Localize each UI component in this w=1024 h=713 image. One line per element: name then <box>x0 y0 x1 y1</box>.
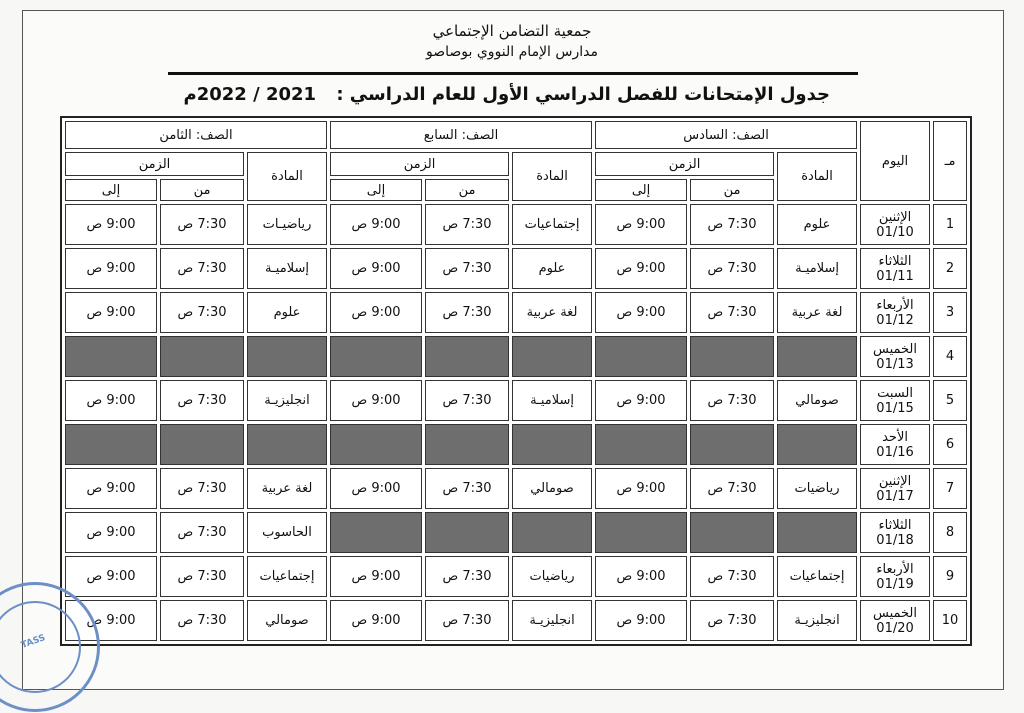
subject-cell: انجليزيـة <box>512 600 592 641</box>
empty-cell <box>65 424 157 465</box>
exam-schedule-table <box>60 116 972 646</box>
from-time-cell: 7:30 ص <box>160 380 244 421</box>
academic-year: 2021 / 2022م <box>183 84 317 105</box>
empty-cell <box>425 512 509 553</box>
col-day-header: اليوم <box>860 121 930 201</box>
to-time-cell: 9:00 ص <box>65 512 157 553</box>
day-date: 01/10 <box>876 224 914 240</box>
day-name: الأربعاء <box>876 561 914 577</box>
to-time-cell: 9:00 ص <box>65 600 157 641</box>
subject-cell: علوم <box>512 248 592 289</box>
empty-cell <box>247 424 327 465</box>
row-number: 5 <box>933 380 967 421</box>
from-time-cell: 7:30 ص <box>690 556 774 597</box>
from-time-cell: 7:30 ص <box>160 468 244 509</box>
to-header: إلى <box>330 179 422 201</box>
from-time-cell: 7:30 ص <box>425 556 509 597</box>
grade-8-header: الصف: الثامن <box>65 121 327 149</box>
row-number: 9 <box>933 556 967 597</box>
day-date: 01/11 <box>876 268 914 284</box>
subject-cell: صومالي <box>512 468 592 509</box>
day-name: السبت <box>877 385 913 401</box>
school-name: مدارس الإمام النووي بوصاصو <box>426 44 598 60</box>
row-day <box>860 424 930 465</box>
to-time-cell: 9:00 ص <box>330 292 422 333</box>
empty-cell <box>777 336 857 377</box>
table-row <box>65 556 967 597</box>
subject-cell: إجتماعيات <box>247 556 327 597</box>
from-time-cell: 7:30 ص <box>425 248 509 289</box>
to-time-cell: 9:00 ص <box>330 380 422 421</box>
stamp-inner-ring <box>0 601 81 693</box>
day-date: 01/20 <box>876 620 914 636</box>
empty-cell <box>160 424 244 465</box>
table-row <box>65 380 967 421</box>
table-row <box>65 292 967 333</box>
to-time-cell: 9:00 ص <box>595 292 687 333</box>
schedule-body <box>65 204 967 641</box>
day-name: الإثنين <box>878 209 912 225</box>
table-row <box>65 336 967 377</box>
day-date: 01/13 <box>876 356 914 372</box>
row-number: 10 <box>933 600 967 641</box>
subject-cell: الحاسوب <box>247 512 327 553</box>
empty-cell <box>595 512 687 553</box>
day-date: 01/12 <box>876 312 914 328</box>
empty-cell <box>690 424 774 465</box>
day-name: الخميس <box>873 605 918 621</box>
day-date: 01/18 <box>876 532 914 548</box>
to-time-cell: 9:00 ص <box>330 600 422 641</box>
row-day <box>860 248 930 289</box>
from-time-cell: 7:30 ص <box>690 292 774 333</box>
to-time-cell: 9:00 ص <box>330 468 422 509</box>
subject-header: المادة <box>247 152 327 201</box>
from-time-cell: 7:30 ص <box>425 600 509 641</box>
day-name: الإثنين <box>878 473 912 489</box>
subject-header: المادة <box>512 152 592 201</box>
subject-cell: لغة عربية <box>247 468 327 509</box>
row-day <box>860 556 930 597</box>
subject-cell: إسلاميـة <box>512 380 592 421</box>
row-number: 2 <box>933 248 967 289</box>
subject-cell: علوم <box>247 292 327 333</box>
from-time-cell: 7:30 ص <box>425 380 509 421</box>
subject-cell: إجتماعيات <box>512 204 592 245</box>
empty-cell <box>777 424 857 465</box>
table-row <box>65 600 967 641</box>
empty-cell <box>160 336 244 377</box>
empty-cell <box>330 512 422 553</box>
day-name: الخميس <box>873 341 918 357</box>
table-row <box>65 424 967 465</box>
time-header: الزمن <box>65 152 244 176</box>
from-time-cell: 7:30 ص <box>160 248 244 289</box>
subject-cell: إجتماعيات <box>777 556 857 597</box>
from-time-cell: 7:30 ص <box>160 556 244 597</box>
to-time-cell: 9:00 ص <box>330 248 422 289</box>
empty-cell <box>330 424 422 465</box>
empty-cell <box>690 336 774 377</box>
from-header: من <box>160 179 244 201</box>
subject-cell: إسلاميـة <box>777 248 857 289</box>
subject-cell: انجليزيـة <box>247 380 327 421</box>
from-time-cell: 7:30 ص <box>160 204 244 245</box>
row-number: 3 <box>933 292 967 333</box>
table-row <box>65 512 967 553</box>
empty-cell <box>595 336 687 377</box>
empty-cell <box>777 512 857 553</box>
row-day <box>860 336 930 377</box>
day-name: الثلاثاء <box>878 253 912 269</box>
time-header: الزمن <box>595 152 774 176</box>
from-header: من <box>425 179 509 201</box>
grade-6-header: الصف: السادس <box>595 121 857 149</box>
day-date: 01/17 <box>876 488 914 504</box>
empty-cell <box>65 336 157 377</box>
row-day <box>860 380 930 421</box>
to-time-cell: 9:00 ص <box>595 380 687 421</box>
empty-cell <box>425 424 509 465</box>
day-date: 01/19 <box>876 576 914 592</box>
from-time-cell: 7:30 ص <box>160 512 244 553</box>
to-time-cell: 9:00 ص <box>65 204 157 245</box>
subject-cell: إسلاميـة <box>247 248 327 289</box>
empty-cell <box>595 424 687 465</box>
from-header: من <box>690 179 774 201</box>
subject-cell: لغة عربية <box>512 292 592 333</box>
subject-cell: علوم <box>777 204 857 245</box>
title-text: جدول الإمتحانات للفصل الدراسي الأول للعام الدراسي : <box>336 84 830 105</box>
from-time-cell: 7:30 ص <box>160 292 244 333</box>
subject-cell: رياضيـات <box>247 204 327 245</box>
subject-cell: رياضيات <box>777 468 857 509</box>
empty-cell <box>330 336 422 377</box>
empty-cell <box>247 336 327 377</box>
row-day <box>860 204 930 245</box>
day-name: الثلاثاء <box>878 517 912 533</box>
row-number: 1 <box>933 204 967 245</box>
time-header: الزمن <box>330 152 509 176</box>
to-time-cell: 9:00 ص <box>65 468 157 509</box>
schedule-table-wrap <box>60 116 970 646</box>
subject-header: المادة <box>777 152 857 201</box>
to-time-cell: 9:00 ص <box>330 556 422 597</box>
day-date: 01/16 <box>876 444 914 460</box>
from-time-cell: 7:30 ص <box>690 204 774 245</box>
document-title <box>150 84 830 105</box>
row-day <box>860 512 930 553</box>
day-name: الأحد <box>882 429 908 445</box>
row-number: 6 <box>933 424 967 465</box>
day-name: الأربعاء <box>876 297 914 313</box>
table-row <box>65 204 967 245</box>
stamp-text: TASS <box>20 633 47 651</box>
empty-cell <box>690 512 774 553</box>
from-time-cell: 7:30 ص <box>690 468 774 509</box>
row-day <box>860 292 930 333</box>
to-time-cell: 9:00 ص <box>65 292 157 333</box>
row-day <box>860 600 930 641</box>
from-time-cell: 7:30 ص <box>690 248 774 289</box>
to-time-cell: 9:00 ص <box>595 600 687 641</box>
from-time-cell: 7:30 ص <box>160 600 244 641</box>
to-time-cell: 9:00 ص <box>595 248 687 289</box>
empty-cell <box>512 424 592 465</box>
empty-cell <box>512 336 592 377</box>
to-time-cell: 9:00 ص <box>595 204 687 245</box>
to-time-cell: 9:00 ص <box>65 248 157 289</box>
row-number: 8 <box>933 512 967 553</box>
to-time-cell: 9:00 ص <box>65 380 157 421</box>
to-time-cell: 9:00 ص <box>65 556 157 597</box>
subject-cell: صومالي <box>777 380 857 421</box>
from-time-cell: 7:30 ص <box>425 204 509 245</box>
col-num-header: مـ <box>933 121 967 201</box>
from-time-cell: 7:30 ص <box>690 380 774 421</box>
subject-cell: لغة عربية <box>777 292 857 333</box>
subject-cell: انجليزيـة <box>777 600 857 641</box>
to-time-cell: 9:00 ص <box>595 556 687 597</box>
to-header: إلى <box>595 179 687 201</box>
to-time-cell: 9:00 ص <box>595 468 687 509</box>
from-time-cell: 7:30 ص <box>425 292 509 333</box>
from-time-cell: 7:30 ص <box>425 468 509 509</box>
title-rule <box>168 72 858 75</box>
row-day <box>860 468 930 509</box>
to-time-cell: 9:00 ص <box>330 204 422 245</box>
grade-7-header: الصف: السابع <box>330 121 592 149</box>
subject-cell: رياضيات <box>512 556 592 597</box>
table-row <box>65 468 967 509</box>
row-number: 4 <box>933 336 967 377</box>
row-number: 7 <box>933 468 967 509</box>
table-row <box>65 248 967 289</box>
subject-cell: صومالي <box>247 600 327 641</box>
org-name: جمعية التضامن الإجتماعي <box>432 22 592 40</box>
day-date: 01/15 <box>876 400 914 416</box>
empty-cell <box>425 336 509 377</box>
from-time-cell: 7:30 ص <box>690 600 774 641</box>
empty-cell <box>512 512 592 553</box>
to-header: إلى <box>65 179 157 201</box>
